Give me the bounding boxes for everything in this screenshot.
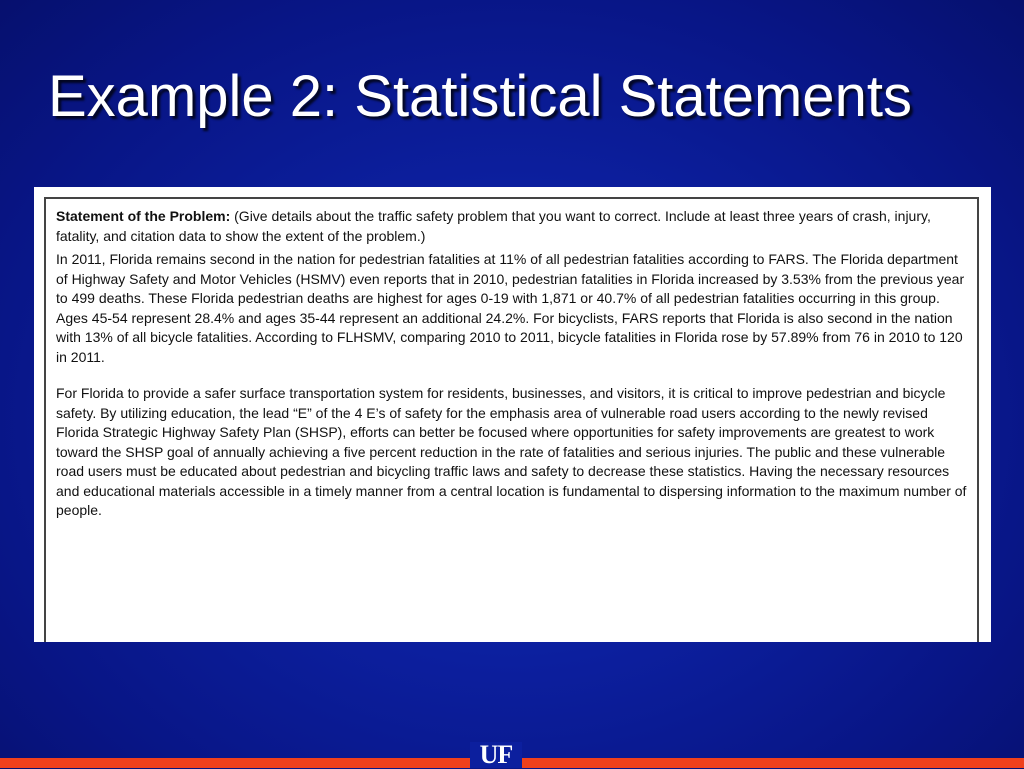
- problem-label: Statement of the Problem:: [56, 208, 231, 224]
- document-image: [34, 187, 991, 642]
- uf-logo-text: UF: [479, 740, 513, 769]
- uf-logo: [470, 742, 522, 768]
- slide-title: Example 2: Statistical Statements: [48, 64, 912, 129]
- problem-heading-paragraph: [56, 207, 967, 246]
- problem-prompt: (Give details about the traffic safety problem that you want to correct. Include at least three years of crash, injury, fatality, and citation data to show the extent of the problem.): [56, 208, 931, 244]
- rationale-paragraph: For Florida to provide a safer surface transportation system for residents, businesses, and visitors, it is critical to improve pedestrian and bicycle safety. By utilizing education, the lead “E” of the 4 E’s of safety for the emphasis area of vulnerable road users according to the newly revised Florida Strategic Highway Safety Plan (SHSP), efforts can better be focused where opportunities for safety improvements are greatest to work toward the SHSP goal of annually achieving a five percent reduction in the rate of fatalities and serious injuries. The public and these vulnerable road users must be educated about pedestrian and bicycling traffic laws and safety to decrease these statistics. Having the necessary resources and educational materials accessible in a timely manner from a central location is fundamental to dispersing information to the maximum number of people.: [56, 385, 967, 518]
- problem-statement-box: [44, 197, 979, 642]
- statistics-paragraph: In 2011, Florida remains second in the nation for pedestrian fatalities at 11% of all pedestrian fatalities according to FARS. The Florida department of Highway Safety and Motor Vehicles (HSMV) even reports that in 2010, pedestrian fatalities in Florida increased by 3.53% from the previous year to 499 deaths. These Florida pedestrian deaths are highest for ages 0-19 with 1,871 or 40.7% of all pedestrian fatalities occurring in this group. Ages 45-54 represent 28.4% and ages 35-44 represent an additional 24.2%. For bicyclists, FARS reports that Florida is also second in the nation with 13% of all bicycle fatalities. According to FLHSMV, comparing 2010 to 2011, bicycle fatalities in Florida rose by 57.89% from 76 in 2010 to 120 in 2011.: [56, 251, 965, 365]
